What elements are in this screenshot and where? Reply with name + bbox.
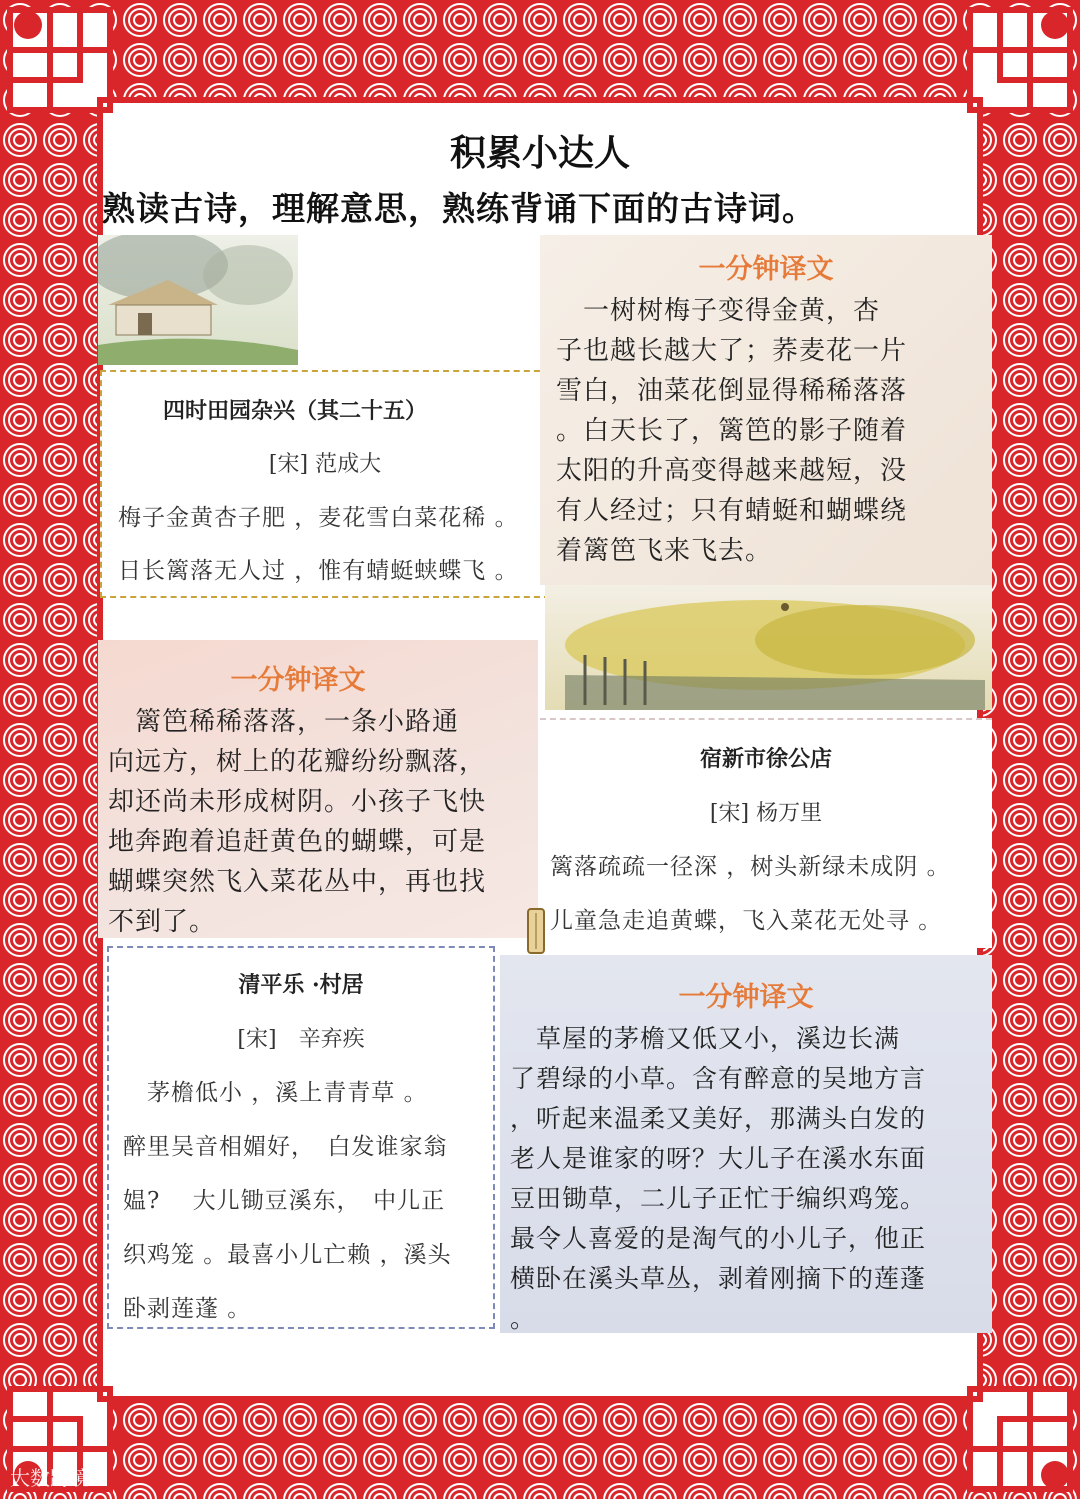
poem-title: 宿新市徐公店 [699,746,832,772]
poem-line: 媪? 大儿锄豆溪东， 中儿正 [123,1188,446,1214]
poem-title: 四时田园杂兴（其二十五） [162,398,427,424]
poem-card-3 [107,946,495,1329]
translation-text: 篱笆稀稀落落，一条小路通 向远方，树上的花瓣纷纷飘落， 却还尚未形成树阴。小孩子飞快 地奔跑着追赶黄色的蝴蝶，可是 蝴蝶突然飞入菜花丛中，再也找 不到了。 [108,707,487,937]
poem-author: [宋] 范成大 [268,452,382,477]
page-subtitle: 熟读古诗，理解意思，熟练背诵下面的古诗词。 [102,189,816,228]
translation-card-3 [500,955,992,1333]
poem-line: 篱落疏疏一径深 ，树头新绿未成阴 。 [550,854,951,880]
cottage-illustration [98,235,298,365]
poem-line: 织鸡笼 。最喜小儿亡赖 ，溪头 [123,1242,452,1268]
poem-line: 醉里吴音相媚好， 白发谁家翁 [123,1134,448,1160]
poem-line: 卧剥莲蓬 。 [123,1296,252,1322]
flower-field-illustration [545,585,992,710]
translation-heading: 一分钟译文 [230,665,366,696]
poem-line: 日长篱落无人过 ，惟有蜻蜓蛱蝶飞 。 [118,558,519,584]
translation-text: 一树树梅子变得金黄，杏 子也越长越大了；荞麦花一片 雪白，油菜花倒显得稀稀落落 。白天长了，篱笆的影子随着 太阳的升高变得越来越短，没 有人经过；只有蜻蜓和蝴蝶绕 着篱笆飞来飞去。 [556,296,908,566]
poem-author: [宋] 辛弃疾 [237,1027,365,1052]
poem-line: 茅檐低小 ，溪上青青草 。 [123,1080,428,1106]
poem-line: 梅子金黄杏子肥 ，麦花雪白菜花稀 。 [118,505,519,531]
bamboo-scroll-icon [522,905,550,957]
poem-title: 清平乐 ·村居 [238,972,364,998]
translation-heading: 一分钟译文 [678,982,814,1013]
poem-card-2 [540,718,992,948]
translation-card-1 [540,235,992,585]
translation-text: 草屋的茅檐又低又小，溪边长满 了碧绿的小草。含有醉意的吴地方言 ，听起来温柔又美好，那满头白发的 老人是谁家的呀？大儿子在溪水东面 豆田锄草，二儿子正忙于编织鸡笼。 最令人喜爱的是淘气的小儿子，他正 横卧在溪头草丛，剥着刚摘下的莲蓬 。 [510,1024,927,1333]
page-title: 积累小达人 [449,133,630,174]
translation-card-2 [98,640,538,938]
poem-card-1 [100,370,550,598]
poem-author: [宋] 杨万里 [709,801,823,826]
watermark: 大数跨境 [10,1466,90,1490]
translation-heading: 一分钟译文 [698,254,834,285]
poem-line: 儿童急走追黄蝶，飞入菜花无处寻 。 [550,908,943,934]
